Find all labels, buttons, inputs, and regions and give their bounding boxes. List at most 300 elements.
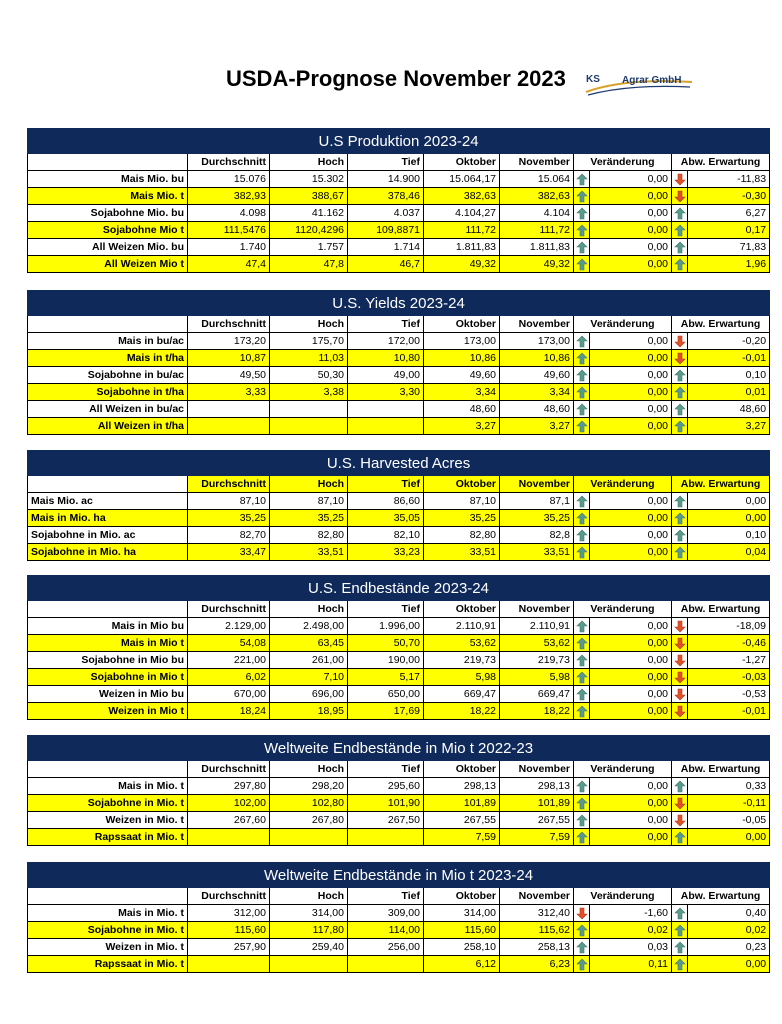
cell-n: 669,47 bbox=[500, 686, 574, 703]
arrow-up-icon bbox=[576, 495, 588, 508]
cell-h: 267,80 bbox=[270, 812, 348, 829]
deviation-arrow-cell bbox=[672, 905, 688, 922]
cell-t: 17,69 bbox=[348, 703, 424, 720]
arrow-down-icon bbox=[674, 335, 686, 348]
column-header-1: Hoch bbox=[270, 476, 348, 493]
cell-t: 256,00 bbox=[348, 939, 424, 956]
cell-h: 63,45 bbox=[270, 635, 348, 652]
arrow-up-icon bbox=[674, 495, 686, 508]
arrow-down-icon bbox=[674, 797, 686, 810]
change-arrow-cell bbox=[574, 171, 590, 188]
cell-o: 53,62 bbox=[424, 635, 500, 652]
row-label: Mais in Mio. t bbox=[28, 778, 188, 795]
arrow-up-icon bbox=[576, 369, 588, 382]
cell-h: 1.757 bbox=[270, 239, 348, 256]
arrow-up-icon bbox=[674, 529, 686, 542]
cell-deviation: 0,00 bbox=[688, 510, 770, 527]
cell-o: 3,27 bbox=[424, 418, 500, 435]
table-title: Weltweite Endbestände in Mio t 2023-24 bbox=[28, 863, 770, 888]
cell-h bbox=[270, 401, 348, 418]
cell-t: 114,00 bbox=[348, 922, 424, 939]
row-label: Mais Mio. bu bbox=[28, 171, 188, 188]
change-arrow-cell bbox=[574, 384, 590, 401]
cell-n: 267,55 bbox=[500, 812, 574, 829]
cell-t: 650,00 bbox=[348, 686, 424, 703]
cell-t: 4.037 bbox=[348, 205, 424, 222]
cell-change: 0,00 bbox=[590, 256, 672, 273]
row-label: Weizen in Mio. t bbox=[28, 812, 188, 829]
cell-t: 109,8871 bbox=[348, 222, 424, 239]
table-row bbox=[28, 652, 770, 669]
column-header-3: Oktober bbox=[424, 316, 500, 333]
change-arrow-cell bbox=[574, 239, 590, 256]
table-row bbox=[28, 527, 770, 544]
arrow-down-icon bbox=[674, 173, 686, 186]
table-row bbox=[28, 333, 770, 350]
cell-deviation: -18,09 bbox=[688, 618, 770, 635]
table-row bbox=[28, 493, 770, 510]
row-label: Sojabohne in Mio. t bbox=[28, 795, 188, 812]
cell-deviation: 0,04 bbox=[688, 544, 770, 561]
cell-o: 669,47 bbox=[424, 686, 500, 703]
cell-o: 382,63 bbox=[424, 188, 500, 205]
arrow-up-icon bbox=[576, 637, 588, 650]
cell-o: 6,12 bbox=[424, 956, 500, 973]
cell-deviation: -0,53 bbox=[688, 686, 770, 703]
table-row bbox=[28, 795, 770, 812]
cell-t: 172,00 bbox=[348, 333, 424, 350]
cell-n: 5,98 bbox=[500, 669, 574, 686]
cell-change: -1,60 bbox=[590, 905, 672, 922]
arrow-down-icon bbox=[674, 637, 686, 650]
column-header-2: Tief bbox=[348, 888, 424, 905]
deviation-arrow-cell bbox=[672, 527, 688, 544]
cell-o: 267,55 bbox=[424, 812, 500, 829]
arrow-down-icon bbox=[674, 620, 686, 633]
deviation-arrow-cell bbox=[672, 510, 688, 527]
arrow-up-icon bbox=[576, 814, 588, 827]
column-header-5: Veränderung bbox=[574, 601, 672, 618]
cell-t: 49,00 bbox=[348, 367, 424, 384]
deviation-arrow-cell bbox=[672, 171, 688, 188]
column-header-3: Oktober bbox=[424, 476, 500, 493]
cell-n: 173,00 bbox=[500, 333, 574, 350]
cell-d: 297,80 bbox=[188, 778, 270, 795]
change-arrow-cell bbox=[574, 333, 590, 350]
arrow-up-icon bbox=[576, 654, 588, 667]
arrow-up-icon bbox=[576, 173, 588, 186]
cell-d: 2.129,00 bbox=[188, 618, 270, 635]
change-arrow-cell bbox=[574, 686, 590, 703]
table-header-row bbox=[28, 129, 770, 154]
arrow-up-icon bbox=[576, 207, 588, 220]
row-label: Sojabohne in Mio. ha bbox=[28, 544, 188, 561]
table-5 bbox=[27, 735, 770, 846]
cell-deviation: 0,02 bbox=[688, 922, 770, 939]
cell-d: 267,60 bbox=[188, 812, 270, 829]
row-label: Sojabohne in t/ha bbox=[28, 384, 188, 401]
cell-h: 314,00 bbox=[270, 905, 348, 922]
arrow-up-icon bbox=[576, 403, 588, 416]
arrow-up-icon bbox=[674, 403, 686, 416]
cell-deviation: 0,00 bbox=[688, 829, 770, 846]
table-row bbox=[28, 635, 770, 652]
row-label: Sojabohne Mio t bbox=[28, 222, 188, 239]
table-row bbox=[28, 922, 770, 939]
arrow-up-icon bbox=[576, 335, 588, 348]
arrow-up-icon bbox=[576, 512, 588, 525]
cell-o: 2.110,91 bbox=[424, 618, 500, 635]
cell-d: 173,20 bbox=[188, 333, 270, 350]
table-row bbox=[28, 905, 770, 922]
cell-n: 2.110,91 bbox=[500, 618, 574, 635]
cell-h: 33,51 bbox=[270, 544, 348, 561]
deviation-arrow-cell bbox=[672, 778, 688, 795]
cell-d: 6,02 bbox=[188, 669, 270, 686]
cell-t: 10,80 bbox=[348, 350, 424, 367]
deviation-arrow-cell bbox=[672, 939, 688, 956]
cell-d: 312,00 bbox=[188, 905, 270, 922]
arrow-up-icon bbox=[674, 258, 686, 271]
arrow-up-icon bbox=[674, 546, 686, 559]
cell-deviation: -0,05 bbox=[688, 812, 770, 829]
column-header-5: Veränderung bbox=[574, 154, 672, 171]
cell-t: 1.996,00 bbox=[348, 618, 424, 635]
cell-change: 0,00 bbox=[590, 703, 672, 720]
table-row bbox=[28, 239, 770, 256]
table-title: U.S Produktion 2023-24 bbox=[28, 129, 770, 154]
table-row bbox=[28, 939, 770, 956]
column-header-0: Durchschnitt bbox=[188, 761, 270, 778]
table-3 bbox=[27, 450, 770, 561]
cell-o: 173,00 bbox=[424, 333, 500, 350]
column-header-0: Durchschnitt bbox=[188, 601, 270, 618]
column-header-1: Hoch bbox=[270, 316, 348, 333]
column-header-5: Veränderung bbox=[574, 761, 672, 778]
cell-n: 4.104 bbox=[500, 205, 574, 222]
column-header-4: November bbox=[500, 476, 574, 493]
cell-deviation: 0,23 bbox=[688, 939, 770, 956]
deviation-arrow-cell bbox=[672, 188, 688, 205]
logo-company-name: Agrar GmbH bbox=[622, 75, 682, 86]
deviation-arrow-cell bbox=[672, 956, 688, 973]
table-4 bbox=[27, 575, 770, 720]
cell-deviation: 0,40 bbox=[688, 905, 770, 922]
arrow-up-icon bbox=[576, 924, 588, 937]
cell-d: 54,08 bbox=[188, 635, 270, 652]
cell-change: 0,00 bbox=[590, 527, 672, 544]
cell-change: 0,00 bbox=[590, 669, 672, 686]
cell-d: 102,00 bbox=[188, 795, 270, 812]
cell-deviation: 71,83 bbox=[688, 239, 770, 256]
arrow-up-icon bbox=[674, 831, 686, 844]
arrow-up-icon bbox=[576, 620, 588, 633]
table-row bbox=[28, 510, 770, 527]
cell-d: 1.740 bbox=[188, 239, 270, 256]
column-header-2: Tief bbox=[348, 154, 424, 171]
cell-change: 0,11 bbox=[590, 956, 672, 973]
cell-h: 7,10 bbox=[270, 669, 348, 686]
cell-deviation: -0,30 bbox=[688, 188, 770, 205]
cell-o: 7,59 bbox=[424, 829, 500, 846]
cell-h: 175,70 bbox=[270, 333, 348, 350]
column-header-empty bbox=[28, 154, 188, 171]
table-title: U.S. Endbestände 2023-24 bbox=[28, 576, 770, 601]
cell-d: 82,70 bbox=[188, 527, 270, 544]
cell-t: 1.714 bbox=[348, 239, 424, 256]
change-arrow-cell bbox=[574, 669, 590, 686]
cell-t: 309,00 bbox=[348, 905, 424, 922]
change-arrow-cell bbox=[574, 401, 590, 418]
change-arrow-cell bbox=[574, 939, 590, 956]
table-row bbox=[28, 812, 770, 829]
cell-change: 0,00 bbox=[590, 778, 672, 795]
cell-n: 258,13 bbox=[500, 939, 574, 956]
table-title: U.S. Harvested Acres bbox=[28, 451, 770, 476]
arrow-up-icon bbox=[576, 386, 588, 399]
cell-o: 48,60 bbox=[424, 401, 500, 418]
deviation-arrow-cell bbox=[672, 222, 688, 239]
change-arrow-cell bbox=[574, 778, 590, 795]
cell-h: 388,67 bbox=[270, 188, 348, 205]
column-header-5: Veränderung bbox=[574, 888, 672, 905]
cell-t: 378,46 bbox=[348, 188, 424, 205]
table-row bbox=[28, 686, 770, 703]
cell-d: 115,60 bbox=[188, 922, 270, 939]
table-row bbox=[28, 350, 770, 367]
deviation-arrow-cell bbox=[672, 493, 688, 510]
arrow-up-icon bbox=[576, 941, 588, 954]
cell-deviation: 0,10 bbox=[688, 527, 770, 544]
arrow-down-icon bbox=[674, 190, 686, 203]
cell-n: 49,60 bbox=[500, 367, 574, 384]
column-header-1: Hoch bbox=[270, 761, 348, 778]
column-header-6: Abw. Erwartung bbox=[672, 476, 770, 493]
cell-deviation: -0,11 bbox=[688, 795, 770, 812]
row-label: Sojabohne in Mio. t bbox=[28, 922, 188, 939]
deviation-arrow-cell bbox=[672, 635, 688, 652]
arrow-down-icon bbox=[674, 705, 686, 718]
deviation-arrow-cell bbox=[672, 652, 688, 669]
cell-d: 4.098 bbox=[188, 205, 270, 222]
column-header-2: Tief bbox=[348, 761, 424, 778]
cell-n: 87,1 bbox=[500, 493, 574, 510]
cell-t: 35,05 bbox=[348, 510, 424, 527]
row-label: Sojabohne in Mio. ac bbox=[28, 527, 188, 544]
cell-n: 101,89 bbox=[500, 795, 574, 812]
cell-d: 47,4 bbox=[188, 256, 270, 273]
table-row bbox=[28, 669, 770, 686]
arrow-up-icon bbox=[674, 369, 686, 382]
cell-n: 312,40 bbox=[500, 905, 574, 922]
cell-n: 82,8 bbox=[500, 527, 574, 544]
table-row bbox=[28, 618, 770, 635]
cell-h: 47,8 bbox=[270, 256, 348, 273]
arrow-down-icon bbox=[674, 352, 686, 365]
cell-n: 7,59 bbox=[500, 829, 574, 846]
cell-h: 3,38 bbox=[270, 384, 348, 401]
cell-t: 3,30 bbox=[348, 384, 424, 401]
deviation-arrow-cell bbox=[672, 367, 688, 384]
row-label: Mais in Mio bu bbox=[28, 618, 188, 635]
cell-change: 0,00 bbox=[590, 418, 672, 435]
arrow-down-icon bbox=[674, 814, 686, 827]
cell-deviation: 0,33 bbox=[688, 778, 770, 795]
column-header-row bbox=[28, 888, 770, 905]
cell-n: 1.811,83 bbox=[500, 239, 574, 256]
table-row bbox=[28, 188, 770, 205]
change-arrow-cell bbox=[574, 256, 590, 273]
change-arrow-cell bbox=[574, 829, 590, 846]
column-header-2: Tief bbox=[348, 601, 424, 618]
row-label: Mais Mio. ac bbox=[28, 493, 188, 510]
change-arrow-cell bbox=[574, 703, 590, 720]
arrow-up-icon bbox=[576, 671, 588, 684]
cell-change: 0,00 bbox=[590, 239, 672, 256]
cell-o: 49,32 bbox=[424, 256, 500, 273]
cell-o: 219,73 bbox=[424, 652, 500, 669]
column-header-4: November bbox=[500, 888, 574, 905]
cell-d: 87,10 bbox=[188, 493, 270, 510]
table-header-row bbox=[28, 863, 770, 888]
change-arrow-cell bbox=[574, 493, 590, 510]
cell-h: 50,30 bbox=[270, 367, 348, 384]
company-logo bbox=[584, 70, 694, 98]
arrow-up-icon bbox=[576, 352, 588, 365]
cell-o: 298,13 bbox=[424, 778, 500, 795]
column-header-3: Oktober bbox=[424, 761, 500, 778]
column-header-6: Abw. Erwartung bbox=[672, 888, 770, 905]
cell-change: 0,00 bbox=[590, 333, 672, 350]
change-arrow-cell bbox=[574, 795, 590, 812]
cell-deviation: -0,01 bbox=[688, 703, 770, 720]
deviation-arrow-cell bbox=[672, 618, 688, 635]
cell-d bbox=[188, 401, 270, 418]
change-arrow-cell bbox=[574, 635, 590, 652]
cell-t bbox=[348, 418, 424, 435]
row-label: Mais in Mio. t bbox=[28, 905, 188, 922]
column-header-0: Durchschnitt bbox=[188, 476, 270, 493]
cell-change: 0,00 bbox=[590, 829, 672, 846]
arrow-up-icon bbox=[576, 958, 588, 971]
cell-n: 382,63 bbox=[500, 188, 574, 205]
cell-change: 0,00 bbox=[590, 652, 672, 669]
arrow-up-icon bbox=[674, 207, 686, 220]
column-header-empty bbox=[28, 761, 188, 778]
cell-n: 15.064 bbox=[500, 171, 574, 188]
cell-t: 295,60 bbox=[348, 778, 424, 795]
arrow-down-icon bbox=[674, 654, 686, 667]
cell-n: 48,60 bbox=[500, 401, 574, 418]
arrow-up-icon bbox=[576, 546, 588, 559]
arrow-up-icon bbox=[576, 420, 588, 433]
cell-t bbox=[348, 401, 424, 418]
row-label: Weizen in Mio. t bbox=[28, 939, 188, 956]
deviation-arrow-cell bbox=[672, 350, 688, 367]
arrow-up-icon bbox=[674, 241, 686, 254]
cell-change: 0,00 bbox=[590, 812, 672, 829]
cell-deviation: 3,27 bbox=[688, 418, 770, 435]
cell-d bbox=[188, 418, 270, 435]
table-row bbox=[28, 778, 770, 795]
cell-deviation: 0,10 bbox=[688, 367, 770, 384]
cell-t bbox=[348, 956, 424, 973]
cell-d: 3,33 bbox=[188, 384, 270, 401]
deviation-arrow-cell bbox=[672, 205, 688, 222]
column-header-empty bbox=[28, 601, 188, 618]
cell-change: 0,00 bbox=[590, 188, 672, 205]
change-arrow-cell bbox=[574, 905, 590, 922]
row-label: All Weizen in t/ha bbox=[28, 418, 188, 435]
column-header-4: November bbox=[500, 601, 574, 618]
arrow-up-icon bbox=[576, 688, 588, 701]
column-header-3: Oktober bbox=[424, 154, 500, 171]
cell-change: 0,00 bbox=[590, 618, 672, 635]
arrow-up-icon bbox=[674, 780, 686, 793]
table-6 bbox=[27, 862, 770, 973]
arrow-up-icon bbox=[674, 420, 686, 433]
cell-o: 10,86 bbox=[424, 350, 500, 367]
arrow-up-icon bbox=[674, 386, 686, 399]
row-label: Mais in Mio t bbox=[28, 635, 188, 652]
cell-n: 53,62 bbox=[500, 635, 574, 652]
cell-d: 15.076 bbox=[188, 171, 270, 188]
cell-t: 33,23 bbox=[348, 544, 424, 561]
change-arrow-cell bbox=[574, 812, 590, 829]
cell-change: 0,00 bbox=[590, 205, 672, 222]
arrow-up-icon bbox=[576, 258, 588, 271]
deviation-arrow-cell bbox=[672, 812, 688, 829]
column-header-6: Abw. Erwartung bbox=[672, 316, 770, 333]
column-header-0: Durchschnitt bbox=[188, 154, 270, 171]
cell-deviation: -0,20 bbox=[688, 333, 770, 350]
column-header-5: Veränderung bbox=[574, 476, 672, 493]
table-header-row bbox=[28, 451, 770, 476]
cell-deviation: -0,01 bbox=[688, 350, 770, 367]
cell-h bbox=[270, 956, 348, 973]
logo-ks: KS bbox=[586, 74, 600, 85]
cell-d: 18,24 bbox=[188, 703, 270, 720]
cell-change: 0,00 bbox=[590, 171, 672, 188]
deviation-arrow-cell bbox=[672, 418, 688, 435]
cell-d bbox=[188, 956, 270, 973]
cell-d: 49,50 bbox=[188, 367, 270, 384]
table-header-row bbox=[28, 291, 770, 316]
deviation-arrow-cell bbox=[672, 686, 688, 703]
deviation-arrow-cell bbox=[672, 795, 688, 812]
change-arrow-cell bbox=[574, 652, 590, 669]
deviation-arrow-cell bbox=[672, 544, 688, 561]
row-label: Mais in Mio. ha bbox=[28, 510, 188, 527]
cell-d: 35,25 bbox=[188, 510, 270, 527]
arrow-up-icon bbox=[576, 780, 588, 793]
cell-change: 0,00 bbox=[590, 686, 672, 703]
cell-t: 190,00 bbox=[348, 652, 424, 669]
row-label: Mais Mio. t bbox=[28, 188, 188, 205]
table-row bbox=[28, 544, 770, 561]
cell-deviation: 0,00 bbox=[688, 956, 770, 973]
cell-deviation: 48,60 bbox=[688, 401, 770, 418]
row-label: Mais in bu/ac bbox=[28, 333, 188, 350]
table-row bbox=[28, 829, 770, 846]
column-header-6: Abw. Erwartung bbox=[672, 154, 770, 171]
arrow-down-icon bbox=[674, 688, 686, 701]
deviation-arrow-cell bbox=[672, 669, 688, 686]
cell-deviation: 0,00 bbox=[688, 493, 770, 510]
cell-t: 5,17 bbox=[348, 669, 424, 686]
column-header-3: Oktober bbox=[424, 888, 500, 905]
cell-n: 35,25 bbox=[500, 510, 574, 527]
